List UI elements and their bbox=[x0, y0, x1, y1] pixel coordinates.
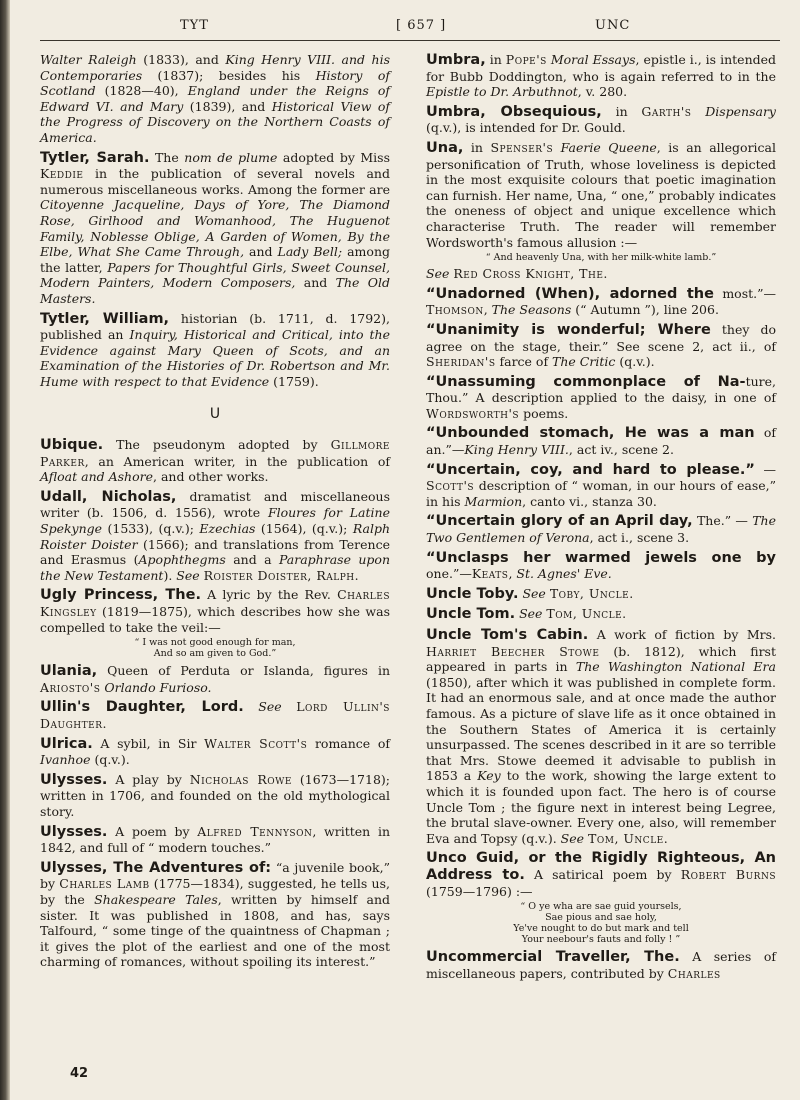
entry-body: —Scott's description of “ woman, in our hours of ease,” in his Marmion, canto vi., stanza 30. bbox=[426, 461, 776, 509]
dictionary-entry bbox=[426, 586, 776, 603]
dictionary-entry bbox=[426, 425, 776, 457]
entry-headword: “Unassuming commonplace of Na- bbox=[426, 373, 746, 390]
entry-body: most.”—Thomson, The Seasons (“ Autumn ”), line 206. bbox=[426, 285, 776, 318]
entry-headword: “Uncertain, coy, and hard to please.” bbox=[426, 461, 755, 478]
dictionary-entry bbox=[426, 949, 776, 981]
header-left-guide-word: TYT bbox=[180, 18, 209, 33]
entry-body: “a juvenile book,” by Charles Lamb (1775—1834), suggested, he tells us, by the Shakespeare Tales, written by himself and sister. It was published in 1808, and has, says Talfourd, “ some tinge of the quaintness of Chapman ; it gives the plot of the earliest and one of the most charming of romances, without spoiling its interest.” bbox=[40, 859, 390, 970]
entry-headword: Una, bbox=[426, 139, 464, 156]
dictionary-entry bbox=[426, 462, 776, 510]
dictionary-entry bbox=[426, 850, 776, 945]
entry-body: A play by Nicholas Rowe (1673—1718); written in 1706, and founded on the old mythological story. bbox=[40, 771, 391, 819]
right-column bbox=[426, 52, 776, 985]
entry-body: The.” — The Two Gentlemen of Verona, act i., scene 3. bbox=[426, 513, 776, 546]
entry-headword: “Uncertain glory of an April day, bbox=[426, 513, 693, 530]
entry-body: A satirical poem by Robert Burns (1759—1796) :— bbox=[426, 866, 776, 899]
dictionary-entry bbox=[426, 550, 776, 582]
entry-headword: Tytler, William, bbox=[40, 310, 170, 327]
dictionary-entry bbox=[40, 772, 390, 820]
entry-body: dramatist and miscellaneous writer (b. 1506, d. 1556), wrote Floures for Latine Spekynge (1533), (q.v.); Ezechias (1564), (q.v.); Ralph Roister Doister (1566); and translations from Terence and Erasmus (Apophthegms and a Paraphrase upon the New Testament). See Roister Doister, Ralph. bbox=[40, 488, 391, 583]
entry-headword: “Unclasps her warmed jewels one by bbox=[426, 549, 776, 566]
dictionary-entry bbox=[40, 437, 390, 485]
entry-body: A sybil, in Sir Walter Scott's romance of Ivanhoe (q.v.). bbox=[40, 735, 391, 768]
entry-quotation: “ And heavenly Una, with her milk-white lamb.” bbox=[485, 252, 717, 264]
dictionary-entry bbox=[426, 322, 776, 370]
entry-body: Queen of Perduta or Islanda, figures in Ariosto's Orlando Furioso. bbox=[40, 663, 390, 695]
entry-headword: Unco Guid, or the Rigidly Righteous, An Address to. bbox=[426, 850, 776, 883]
entry-headword: “Unadorned (When), adorned the bbox=[426, 285, 714, 302]
entry-headword: Ullin's Daughter, Lord. bbox=[40, 699, 244, 716]
header-right-guide-word: UNC bbox=[595, 18, 631, 33]
entry-body: in Pope's Moral Essays, epistle i., is intended for Bubb Doddington, who is again referred to in the Epistle to Dr. Arbuthnot, v. 280. bbox=[426, 52, 777, 100]
entry-body: of an.”—King Henry VIII., act iv., scene 2. bbox=[426, 425, 776, 458]
entry-headword: Umbra, Obsequious, bbox=[426, 103, 602, 120]
dictionary-entry bbox=[40, 663, 390, 695]
entry-body: A poem by Alfred Tennyson, written in 1842, and full of “ modern touches.” bbox=[40, 823, 391, 856]
dictionary-entry bbox=[40, 587, 390, 659]
entry-headword: Ulysses. bbox=[40, 823, 108, 840]
header-rule bbox=[40, 40, 780, 41]
dictionary-entry bbox=[426, 104, 776, 136]
entry-cross-reference: See Red Cross Knight, The. bbox=[426, 266, 608, 282]
entry-headword: Uncle Toby. bbox=[426, 585, 519, 602]
dictionary-entry bbox=[426, 513, 776, 545]
entry-body: one.”—Keats, St. Agnes' Eve. bbox=[426, 566, 612, 582]
entry-headword: “Unanimity is wonderful; Where bbox=[426, 321, 711, 338]
header-page-number: [ 657 ] bbox=[396, 18, 447, 33]
entry-body: See Tom, Uncle. bbox=[519, 606, 627, 622]
signature-number: 42 bbox=[70, 1066, 89, 1081]
entry-body: The nom de plume adopted by Miss Keddie in the publication of several novels and numerous miscellaneous works. Among the former are Citoyenne Jacqueline, Days of Yore, The Diamond Rose, Girlhood and Womanhood, The Huguenot Family, Noblesse Oblige, A Garden of Women, By the Elbe, What She Came Through, and Lady Bell; among the latter, Papers for Thoughtful Girls, Sweet Counsel, Modern Painters, Modern Composers, and The Old Masters. bbox=[40, 149, 391, 306]
entry-body: historian (b. 1711, d. 1792), published an Inquiry, Historical and Critical, into the Evidence against Mary Queen of Scots, and an Examination of the Histories of Dr. Robertson and Mr. Hume with respect to that Evidence (1759). bbox=[40, 310, 390, 389]
dictionary-entry bbox=[426, 52, 776, 100]
entry-body: See Toby, Uncle. bbox=[522, 585, 634, 601]
entry-headword: Ulysses, The Adventures of: bbox=[40, 859, 272, 876]
page-binding-edge bbox=[0, 0, 10, 1100]
entry-headword: Uncle Tom's Cabin. bbox=[426, 627, 589, 643]
entry-headword: Ulysses. bbox=[40, 771, 108, 788]
running-header bbox=[40, 18, 780, 38]
entry-body: ture, Thou.” A description applied to the daisy, in one of Wordsworth's poems. bbox=[426, 373, 776, 421]
dictionary-entry bbox=[40, 699, 390, 731]
dictionary-entry bbox=[40, 489, 390, 584]
dictionary-entry bbox=[426, 627, 776, 846]
entry-body: A work of fiction by Mrs. Harriet Beecher Stowe (b. 1812), which first appeared in parts in The Washington National Era (1850), after which it was published in complete form. It had an enormous sale, and at once made the author famous. As a picture of slave life as it once obtained in the Southern States of America it is certainly unsurpassed. The scenes described in it are so terrible that Mrs. Stowe deemed it advisable to publish in 1853 a Key to the work, showing the large extent to which it is founded upon fact. The hero is of course Uncle Tom ; the figure next in interest being Legree, the brutal slave-owner. Every one, also, will remember Eva and Topsy (q.v.). See Tom, Uncle. bbox=[426, 627, 776, 846]
entry-headword: Umbra, bbox=[426, 52, 486, 68]
dictionary-entry bbox=[426, 286, 776, 318]
entry-body: in Spenser's Faerie Queene, is an allegorical personification of Truth, whose loveliness is depicted in the most exquisite colours that poetic imagination can furnish. Her name, Una, “ one,” probably indicates the oneness of object and unique excellence which characterise Truth. The reader will remember Wordsworth's famous allusion :— bbox=[426, 139, 777, 250]
dictionary-entry bbox=[40, 52, 390, 146]
entry-headword: Ugly Princess, The. bbox=[40, 587, 201, 604]
entry-body: they do agree on the stage, their.” See scene 2, act ii., of Sheridan's farce of The Critic (q.v.). bbox=[426, 321, 776, 370]
entry-body: in Garth's Dispensary (q.v.), is intended for Dr. Gould. bbox=[426, 103, 776, 136]
entry-body: A lyric by the Rev. Charles Kingsley (1819—1875), which describes how she was compelled to take the veil:— bbox=[40, 587, 391, 635]
dictionary-entry bbox=[40, 736, 390, 768]
section-letter: U bbox=[209, 406, 221, 423]
dictionary-entry bbox=[40, 311, 390, 390]
entry-headword: “Unbounded stomach, He was a man bbox=[426, 425, 755, 442]
entry-body: The pseudonym adopted by Gillmore Parker, an American writer, in the publication of Afloat and Ashore, and other works. bbox=[40, 437, 390, 485]
entry-headword: Ulania, bbox=[40, 663, 98, 680]
entry-quotation: “ I was not good enough for man, And so am given to God.” bbox=[134, 637, 296, 660]
entry-body: A series of miscellaneous papers, contributed by Charles bbox=[426, 949, 777, 981]
entry-headword: Uncle Tom. bbox=[426, 606, 516, 623]
dictionary-entry bbox=[426, 140, 776, 282]
entry-headword: Ulrica. bbox=[40, 735, 93, 752]
entry-body: Walter Raleigh (1833), and King Henry VIII. and his Contemporaries (1837); besides his History of Scotland (1828—40), England under the Reigns of Edward VI. and Mary (1839), and Historical View of the Progress of Discovery on the Northern Coasts of America. bbox=[40, 52, 391, 145]
left-column bbox=[40, 52, 390, 974]
entry-headword: Ubique. bbox=[40, 437, 104, 454]
dictionary-entry bbox=[40, 860, 390, 970]
entry-headword: Uncommercial Traveller, The. bbox=[426, 949, 680, 966]
entry-quotation: “ O ye wha are sae guid yoursels, Sae pious and sae holy, Ye've nought to do but mark and tell Your neebour's fauts and folly ! ” bbox=[513, 901, 689, 946]
dictionary-entry bbox=[40, 150, 390, 307]
entry-headword: Udall, Nicholas, bbox=[40, 488, 177, 505]
entry-body: See Lord Ullin's Daughter. bbox=[40, 699, 390, 731]
entry-headword: Tytler, Sarah. bbox=[40, 149, 150, 166]
dictionary-entry bbox=[40, 824, 390, 856]
dictionary-entry bbox=[426, 606, 776, 623]
dictionary-entry bbox=[426, 374, 776, 422]
